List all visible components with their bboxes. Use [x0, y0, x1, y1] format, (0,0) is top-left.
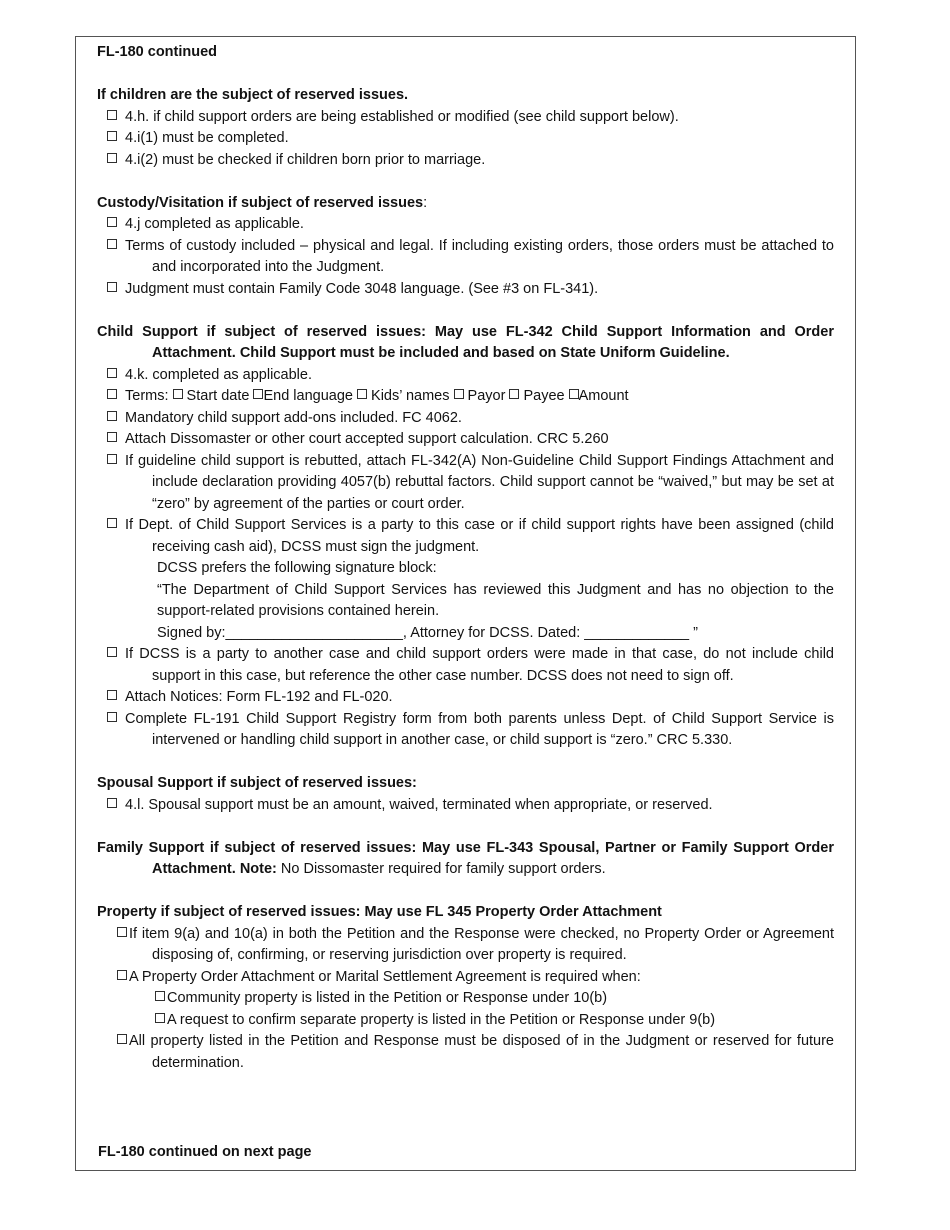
checkbox[interactable] — [107, 798, 117, 808]
text-run: Community property is listed in the Petition or Response under 10(b) — [167, 990, 608, 1006]
checklist-item — [97, 150, 834, 172]
checkbox[interactable] — [107, 690, 117, 700]
checkbox[interactable] — [107, 153, 117, 163]
checklist-item — [97, 451, 834, 516]
text-run: Terms of custody included – physical and legal. If including existing orders, those orders must be attached to and incorporated into the Judgment. — [125, 237, 834, 275]
checkbox[interactable] — [117, 1034, 127, 1044]
bold-run: Child Support if subject of reserved issues: May use FL-342 Child Support Information and Order Attachment. Child Support must be included and based on State Uniform Guideline. — [97, 323, 834, 361]
checklist-item — [97, 644, 834, 687]
checkbox[interactable] — [107, 432, 117, 442]
text-run: If DCSS is a party to another case and child support orders were made in that case, do not include child support in this case, but reference the other case number. DCSS does not need to sign off. — [125, 646, 834, 684]
section-heading-property — [97, 902, 834, 924]
form-header: FL-180 continued — [97, 44, 218, 60]
checkbox[interactable] — [107, 518, 117, 528]
checkbox[interactable] — [155, 1013, 165, 1023]
text-run: If guideline child support is rebutted, attach FL-342(A) Non-Guideline Child Support Findings Attachment and include declaration providing 4057(b) rebuttal factors. Child support cannot be “waived,” but may be set at “zero” by agreement of the parties or court order. — [125, 452, 834, 512]
checklist-item — [97, 988, 834, 1010]
text-run: : — [423, 194, 428, 211]
text-run: 4.l. Spousal support must be an amount, waived, terminated when appropriate, or reserved. — [125, 796, 713, 813]
checklist-item — [97, 967, 834, 989]
bold-run: Custody/Visitation if subject of reserved issues — [97, 194, 424, 211]
text-run: Signed by:______________________, Attorney for DCSS. Dated: _____________ ” — [157, 624, 698, 641]
text-run: A Property Order Attachment or Marital Settlement Agreement is required when: — [129, 968, 641, 985]
inline-checkbox[interactable] — [509, 389, 519, 399]
checkbox[interactable] — [107, 368, 117, 378]
text-run: 4.i(2) must be checked if children born prior to marriage. — [125, 151, 486, 168]
text-run: DCSS prefers the following signature block: — [157, 560, 437, 576]
text-run: All property listed in the Petition and Response must be disposed of in the Judgment or reserved for future determination. — [129, 1033, 834, 1071]
checklist-item — [97, 709, 834, 752]
text-run: No Dissomaster required for family support orders. — [276, 861, 606, 877]
text-run: Start date — [182, 388, 254, 404]
text-run: Kids’ names — [367, 388, 454, 404]
checkbox[interactable] — [107, 411, 117, 421]
bold-run: Family Support if subject of reserved issues: May use FL-343 Spousal, Partner or Family Support Order Attachment. Note: — [97, 839, 834, 877]
section-heading-spousal — [97, 773, 834, 795]
inline-checkbox[interactable] — [454, 389, 464, 399]
checkbox[interactable] — [107, 389, 117, 399]
section-heading-child-support — [97, 322, 834, 365]
text-run: If item 9(a) and 10(a) in both the Petition and the Response were checked, no Property Order or Agreement disposing of, confirming, or reserving jurisdiction over property is required. — [129, 925, 834, 963]
checklist-item — [97, 107, 834, 129]
checklist-item — [97, 408, 834, 430]
checklist-item — [97, 1010, 834, 1032]
form-footer: FL-180 continued on next page — [98, 1143, 312, 1160]
inline-checkbox[interactable] — [569, 389, 579, 399]
text-run: Judgment must contain Family Code 3048 language. (See #3 on FL-341). — [125, 280, 599, 297]
checkbox[interactable] — [107, 217, 117, 227]
checkbox[interactable] — [107, 110, 117, 120]
checkbox[interactable] — [107, 239, 117, 249]
section-heading-family — [97, 838, 834, 881]
section-heading-custody — [97, 193, 834, 215]
bold-run: If children are the subject of reserved issues. — [97, 87, 409, 103]
checklist-item — [97, 924, 834, 967]
signature-block-signed-line — [97, 623, 834, 645]
checkbox[interactable] — [117, 927, 127, 937]
text-run: Complete FL-191 Child Support Registry form from both parents unless Dept. of Child Support Service is intervened or handling child support in another case, or child support is “zero.” CRC 5.330. — [125, 710, 834, 748]
inline-checkbox[interactable] — [357, 389, 367, 399]
inline-checkbox[interactable] — [173, 389, 183, 399]
checklist-item — [97, 1031, 834, 1074]
text-run: 4.j completed as applicable. — [125, 216, 304, 232]
checkbox[interactable] — [107, 647, 117, 657]
checklist-item — [97, 687, 834, 709]
checklist-item — [97, 365, 834, 387]
form-box — [75, 36, 856, 1171]
text-run: “The Department of Child Support Services has reviewed this Judgment and has no objection to the support-related provisions contained herein. — [157, 581, 834, 619]
text-run: 4.h. if child support orders are being established or modified (see child support below). — [125, 108, 679, 125]
checkbox[interactable] — [107, 131, 117, 141]
text-run: A request to confirm separate property is listed in the Petition or Response under 9(b) — [167, 1011, 716, 1028]
text-run: Payee — [519, 388, 569, 404]
terms-checklist-item — [97, 386, 834, 408]
signature-block-intro — [97, 558, 834, 580]
checkbox[interactable] — [155, 991, 165, 1001]
checklist-item — [97, 279, 834, 301]
section-heading-children — [97, 85, 834, 107]
bold-run: Spousal Support if subject of reserved issues: — [97, 775, 417, 791]
checklist-item — [97, 214, 834, 236]
text-run: 4.i(1) must be completed. — [125, 130, 289, 146]
text-run: 4.k. completed as applicable. — [125, 366, 312, 383]
checklist-item — [97, 515, 834, 558]
text-run: Terms: — [125, 388, 173, 404]
text-run: Payor — [463, 388, 510, 404]
checkbox[interactable] — [107, 712, 117, 722]
signature-block-quote — [97, 580, 834, 623]
checkbox[interactable] — [107, 454, 117, 464]
text-run: Attach Dissomaster or other court accepted support calculation. CRC 5.260 — [125, 431, 609, 447]
text-run: Amount — [578, 388, 629, 404]
text-run: Mandatory child support add-ons included. FC 4062. — [125, 409, 462, 426]
form-body — [97, 85, 834, 1074]
text-run: Attach Notices: Form FL-192 and FL-020. — [125, 689, 393, 705]
checklist-item — [97, 236, 834, 279]
checklist-item — [97, 429, 834, 451]
checkbox[interactable] — [107, 282, 117, 292]
text-run: If Dept. of Child Support Services is a party to this case or if child support rights have been assigned (child receiving cash aid), DCSS must sign the judgment. — [125, 517, 834, 555]
checklist-item — [97, 795, 834, 817]
text-run: End language — [263, 388, 357, 404]
inline-checkbox[interactable] — [253, 389, 263, 399]
bold-run: Property if subject of reserved issues: May use FL 345 Property Order Attachment — [97, 904, 662, 920]
checklist-item — [97, 128, 834, 150]
checkbox[interactable] — [117, 970, 127, 980]
